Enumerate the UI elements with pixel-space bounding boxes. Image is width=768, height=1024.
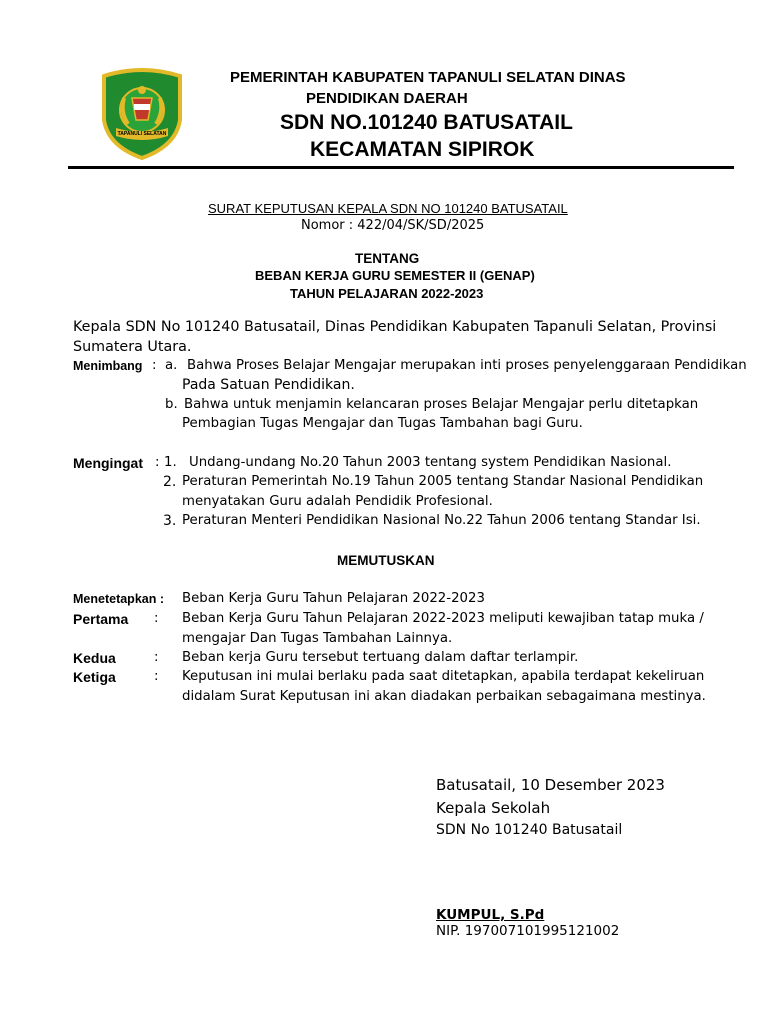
- signature-role: Kepala Sekolah: [436, 799, 551, 817]
- pertama-colon: :: [154, 611, 159, 626]
- kedua-colon: :: [154, 650, 159, 665]
- menimbang-a-line2: Pada Satuan Pendidikan.: [182, 377, 355, 393]
- header-line2: PENDIDIKAN DAERAH: [306, 90, 468, 107]
- logo-caption: TAPANULI SELATAN: [117, 131, 167, 137]
- mengingat-item-2-line1: Peraturan Pemerintah No.19 Tahun 2005 tentang Standar Nasional Pendidikan: [182, 474, 704, 489]
- header-divider: [68, 166, 734, 169]
- mengingat-item-2-line2: menyatakan Guru adalah Pendidik Profesional.: [182, 494, 493, 509]
- menimbang-b-line2: Pembagian Tugas Mengajar dan Tugas Tambahan bagi Guru.: [182, 416, 583, 431]
- ketiga-colon: :: [154, 669, 159, 684]
- decree-title: SURAT KEPUTUSAN KEPALA SDN NO 101240 BATUSATAIL: [208, 201, 568, 216]
- header-line1: PEMERINTAH KABUPATEN TAPANULI SELATAN DINAS: [230, 69, 626, 86]
- intro-line1: Kepala SDN No 101240 Batusatail, Dinas Pendidikan Kabupaten Tapanuli Selatan, Provinsi: [73, 319, 717, 335]
- mengingat-colon: :: [155, 455, 160, 470]
- signature-place-date: Batusatail, 10 Desember 2023: [436, 776, 665, 794]
- kedua-label: Kedua: [73, 650, 116, 666]
- mengingat-marker-3: 3.: [163, 513, 177, 529]
- menimbang-b-line1: Bahwa untuk menjamin kelancaran proses Belajar Mengajar perlu ditetapkan: [184, 397, 699, 412]
- mengingat-label: Mengingat: [73, 455, 143, 471]
- district-name: KECAMATAN SIPIROK: [310, 138, 535, 161]
- ketiga-line2: didalam Surat Keputusan ini akan diadakan perbaikan sebagaimana mestinya.: [182, 689, 706, 704]
- menimbang-b-marker: b.: [165, 397, 178, 412]
- pertama-line1: Beban Kerja Guru Tahun Pelajaran 2022-2023 meliputi kewajiban tatap muka /: [182, 611, 704, 626]
- mengingat-marker-1: 1.: [164, 455, 177, 470]
- menetapkan-label: Menetetapkan :: [73, 592, 164, 606]
- regency-logo: [96, 68, 188, 160]
- signature-school: SDN No 101240 Batusatail: [436, 822, 623, 838]
- memutuskan-heading: MEMUTUSKAN: [337, 553, 435, 568]
- decree-subject-2: TAHUN PELAJARAN 2022-2023: [290, 286, 484, 301]
- mengingat-item-1: Undang-undang No.20 Tahun 2003 tentang system Pendidikan Nasional.: [189, 455, 672, 470]
- pertama-line2: mengajar Dan Tugas Tambahan Lainnya.: [182, 631, 453, 646]
- menetapkan-text: Beban Kerja Guru Tahun Pelajaran 2022-2023: [182, 591, 485, 606]
- signatory-nip: NIP. 197007101995121002: [436, 923, 620, 939]
- ketiga-label: Ketiga: [73, 669, 116, 685]
- menimbang-colon: :: [152, 358, 157, 373]
- kedua-text: Beban kerja Guru tersebut tertuang dalam daftar terlampir.: [182, 650, 579, 665]
- tentang-heading: TENTANG: [355, 251, 420, 266]
- decree-number: Nomor : 422/04/SK/SD/2025: [301, 218, 485, 233]
- menimbang-label: Menimbang: [73, 359, 143, 373]
- menimbang-a-marker: a.: [165, 358, 178, 373]
- school-name: SDN NO.101240 BATUSATAIL: [280, 111, 573, 134]
- intro-line2: Sumatera Utara.: [73, 339, 192, 355]
- mengingat-item-3: Peraturan Menteri Pendidikan Nasional No.22 Tahun 2006 tentang Standar Isi.: [182, 513, 701, 528]
- signatory-name: KUMPUL, S.Pd: [436, 907, 545, 923]
- pertama-label: Pertama: [73, 611, 129, 627]
- ketiga-line1: Keputusan ini mulai berlaku pada saat ditetapkan, apabila terdapat kekeliruan: [182, 669, 705, 684]
- decree-subject-1: BEBAN KERJA GURU SEMESTER II (GENAP): [255, 268, 535, 283]
- mengingat-marker-2: 2.: [163, 474, 177, 490]
- menimbang-a-line1: Bahwa Proses Belajar Mengajar merupakan inti proses penyelenggaraan Pendidikan: [187, 358, 747, 373]
